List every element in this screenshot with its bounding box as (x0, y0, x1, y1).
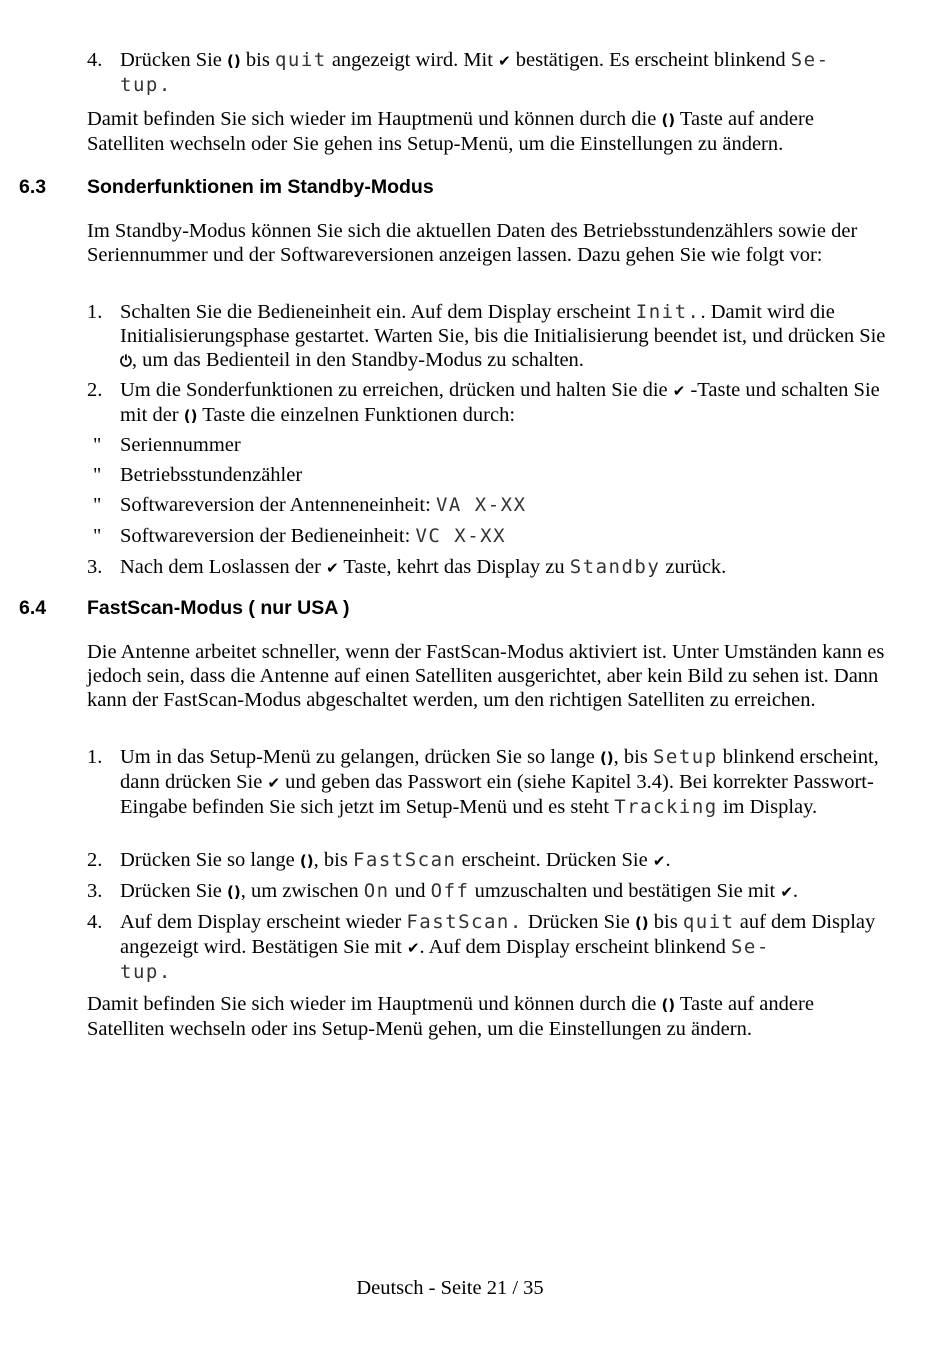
paragraph: Die Antenne arbeitet schneller, wenn der FastScan-Modus aktiviert ist. Unter Umständen kann es jedoch sein, dass die Antenne auf einen Satelliten ausgerichtet, aber kein Bild zu sehen ist. Dann kann der FastScan-Modus abgeschaltet werden, um den richtigen Satelliten zu erreichen. (87, 641, 885, 711)
text: Um die Sonderfunktionen zu erreichen, drücken und halten Sie die (120, 379, 673, 401)
page-footer: Deutsch - Seite 21 / 35 (356, 1277, 544, 1299)
item-number: 1. (87, 746, 103, 768)
arrows-icon: () (661, 111, 676, 129)
text: Taste die einzelnen Funktionen durch: (197, 404, 516, 426)
lcd-off: Off (430, 880, 470, 902)
arrows-icon: () (227, 52, 241, 70)
paragraph (87, 107, 887, 156)
text: bestätigen. Es erscheint blinkend (510, 49, 791, 71)
item-number: 3. (87, 556, 103, 578)
item-number: 4. (87, 911, 103, 933)
check-icon: ✔ (672, 382, 686, 400)
item-text (120, 493, 888, 517)
lcd-version-va: VA X-XX (435, 494, 527, 516)
lcd-setup: Setup (652, 746, 718, 768)
item-number: 4. (87, 49, 103, 71)
item-text (120, 555, 888, 580)
item-number: 2. (87, 849, 103, 871)
lcd-tracking: Tracking (614, 796, 718, 818)
text: Damit befinden Sie sich wieder im Hauptmenü und können durch die (87, 993, 662, 1015)
text: angezeigt wird. Mit (326, 49, 499, 71)
arrows-icon: () (227, 883, 241, 901)
text: bis (648, 911, 683, 933)
text: Softwareversion der Bedieneinheit: (120, 525, 416, 547)
item-text: Seriennummer (120, 434, 241, 456)
text: im Display. (717, 796, 818, 818)
item-text (120, 745, 888, 819)
paragraph: Im Standby-Modus können Sie sich die aktuellen Daten des Betriebsstundenzählers sowie der Seriennummer und der Softwareversionen anzeigen lassen. Dazu gehen Sie wie folgt vor: (87, 220, 858, 266)
text: erscheint. Drücken Sie (456, 849, 653, 871)
item-text (120, 378, 888, 428)
text: Taste, kehrt das Display zu (338, 556, 570, 578)
lcd-on: On (363, 880, 390, 902)
text: und geben das Passwort ein (siehe Kapitel 3.4). Bei korrekter Passwort-Eingabe befinden Sie sich jetzt im Setup-Menü und es steht (120, 771, 874, 818)
text: Schalten Sie die Bedieneinheit ein. Auf dem Display erscheint (120, 301, 636, 323)
text: . (665, 849, 671, 871)
text: , um zwischen (240, 880, 364, 902)
text: Drücken Sie so lange (120, 849, 300, 871)
text: zurück. (660, 556, 727, 578)
text: blinkend erscheint, dann drücken Sie (120, 746, 879, 793)
section-number: 6.3 (19, 176, 47, 198)
text: , bis (313, 849, 353, 871)
item-text (120, 848, 888, 873)
item-text (120, 524, 888, 548)
power-icon: ⏻ (120, 352, 132, 370)
arrows-icon: () (599, 749, 614, 767)
lcd-standby: Standby (569, 556, 661, 578)
check-icon: ✔ (652, 852, 666, 870)
lcd-fastscan: FastScan. (406, 911, 523, 933)
lcd-fastscan: FastScan (352, 849, 457, 871)
bullet: " (93, 464, 102, 486)
text: . Auf dem Display erscheint blinkend (419, 936, 731, 958)
text: Softwareversion der Antenneneinheit: (120, 494, 436, 516)
text: -Taste und schalten Sie mit der (120, 379, 880, 426)
lcd-version-vc: VC X-XX (415, 525, 507, 547)
text: umzuschalten und bestätigen Sie mit (469, 880, 781, 902)
arrows-icon: () (299, 852, 314, 870)
item-number: 1. (87, 301, 103, 323)
text: bis (240, 49, 275, 71)
item-text (120, 48, 888, 97)
text: Damit befinden Sie sich wieder im Hauptmenü und können durch die (87, 108, 657, 130)
item-text: Betriebsstundenzähler (120, 464, 303, 486)
bullet: " (93, 494, 102, 516)
text: , um das Bedienteil in den Standby-Modus zu schalten. (131, 349, 584, 371)
text: Drücken Sie (120, 880, 228, 902)
item-number: 2. (87, 379, 103, 401)
text: auf dem Display angezeigt wird. Bestätigen Sie mit (120, 911, 876, 958)
arrows-icon: () (661, 996, 676, 1014)
item-text (120, 300, 888, 373)
lcd-setup: tup. (120, 74, 172, 96)
text: und (389, 880, 431, 902)
check-icon: ✔ (406, 939, 420, 957)
lcd-setup: Se- (790, 49, 830, 71)
text: . Damit wird die Initialisierungsphase gestartet. Warten Sie, bis die Initialisierung beendet ist, und drücken Sie (120, 301, 886, 347)
section-title: Sonderfunktionen im Standby-Modus (87, 176, 434, 198)
lcd-setup: Se- (730, 936, 770, 958)
lcd-setup: tup. (120, 961, 172, 983)
item-text (120, 879, 888, 904)
text: , bis (613, 746, 653, 768)
item-text (120, 910, 888, 984)
arrows-icon: () (183, 407, 198, 425)
text: Taste auf andere Satelliten wechseln oder ins Setup-Menü gehen, um die Einstellungen zu ändern. (87, 993, 814, 1040)
text: Taste auf andere Satelliten wechseln oder Sie gehen ins Setup-Menü, um die Einstellungen zu ändern. (87, 108, 814, 155)
item-number: 3. (87, 880, 103, 902)
text: Nach dem Loslassen der (120, 556, 327, 578)
text: Drücken Sie (522, 911, 635, 933)
lcd-quit: quit (274, 49, 327, 71)
check-icon: ✔ (498, 52, 511, 70)
check-icon: ✔ (326, 559, 339, 577)
paragraph (87, 992, 887, 1041)
lcd-init: Init. (635, 301, 701, 323)
bullet: " (93, 434, 102, 456)
lcd-quit: quit (682, 911, 735, 933)
arrows-icon: () (634, 914, 649, 932)
section-number: 6.4 (19, 597, 47, 619)
check-icon: ✔ (267, 774, 281, 792)
text: Auf dem Display erscheint wieder (120, 911, 407, 933)
bullet: " (93, 525, 102, 547)
text: . (792, 880, 799, 902)
section-title: FastScan-Modus ( nur USA ) (87, 597, 350, 619)
text: Drücken Sie (120, 49, 228, 71)
text: Um in das Setup-Menü zu gelangen, drücken Sie so lange (120, 746, 600, 768)
check-icon: ✔ (780, 883, 793, 901)
